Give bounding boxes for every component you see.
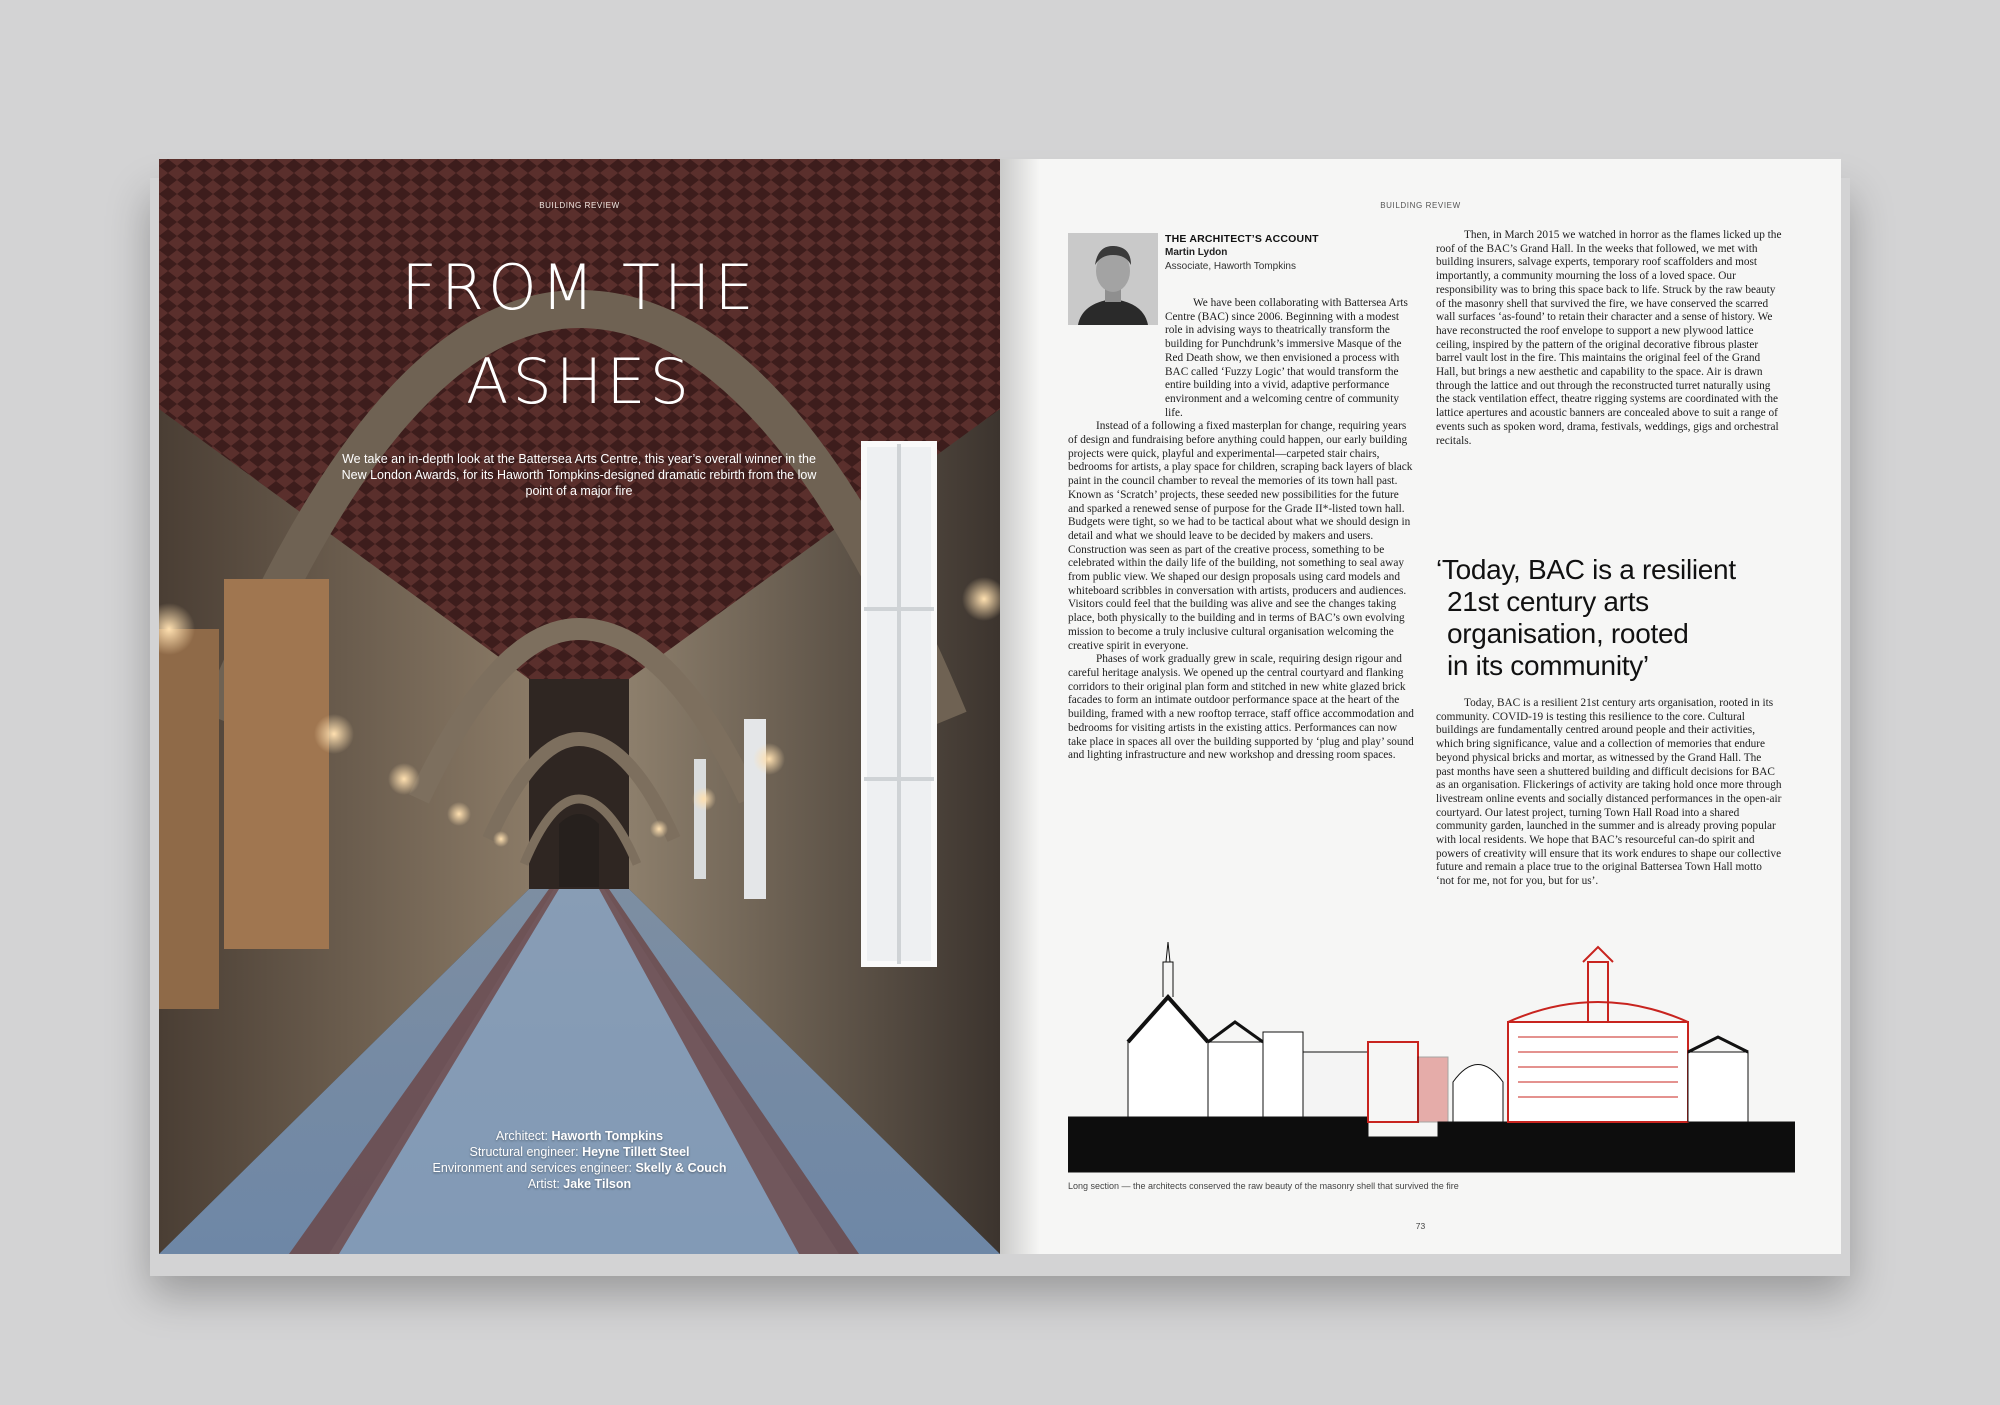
kicker: THE ARCHITECT’S ACCOUNT <box>1165 233 1319 245</box>
long-section-drawing <box>1068 942 1795 1176</box>
body-column-1 <box>1068 297 1416 763</box>
right-section-label: BUILDING REVIEW <box>1380 201 1461 210</box>
pull-quote-line: in its community’ <box>1447 650 1649 681</box>
title-line-2: ASHES <box>466 345 693 418</box>
byline <box>1165 232 1395 274</box>
pull-quote-line: 21st century arts <box>1447 586 1649 617</box>
pull-quote-line: ‘Today, BAC is a resilient <box>1436 554 1736 585</box>
left-page <box>159 159 1000 1254</box>
figure-caption: Long section — the architects conserved the raw beauty of the masonry shell that survived the fire <box>1068 1181 1459 1191</box>
author-role: Associate, Haworth Tompkins <box>1165 261 1296 272</box>
standfirst: We take an in-depth look at the Battersea Arts Centre, this year’s overall winner in the New London Awards, for its Haworth Tompkins-designed dramatic rebirth from the low point of a major fire <box>341 452 817 498</box>
page-number: 73 <box>1415 1221 1426 1231</box>
credit-line: Architect: Haworth Tompkins <box>495 1129 664 1143</box>
title-line-1: FROM THE <box>401 251 758 324</box>
right-page <box>1000 159 1841 1254</box>
left-section-label: BUILDING REVIEW <box>539 201 620 210</box>
credit-line: Structural engineer: Heyne Tillett Steel <box>469 1145 690 1159</box>
author-name: Martin Lydon <box>1165 247 1228 258</box>
body-paragraph: We have been collaborating with Battersea Arts Centre (BAC) since 2006. Beginning with a modest role in advising ways to theatrically transform the building for Punchdrunk’s immersive Masque of the Red Death show, we then envisioned a process with BAC called ‘Fuzzy Logic’ that would transform the entire building into a vivid, adaptive performance environment and a welcoming centre of community life. <box>1165 297 1408 419</box>
body-paragraph: Phases of work gradually grew in scale, requiring design rigour and careful heritage analysis. We opened up the central courtyard and flanking corridors to their original plan form and stitched in new white glazed brick facades to form an intimate outdoor performance space at the heart of the building, framed with a new rooftop terrace, staff office accommodation and bedrooms for visiting artists in the existing attics. Performances can now take place in spaces all over the building supported by ‘plug and play’ sound and lighting infrastructure and new workshop and dressing room spaces. <box>1068 653 1414 762</box>
body-paragraph: Instead of a following a fixed masterplan for change, requiring years of design and fundraising before anything could happen, our early building projects were quick, playful and experimental—carpeted stair chairs, bedrooms for artists, a play space for children, scraping back layers of black paint in the council chamber to reveal the memories of its town hall past. Known as ‘Scratch’ projects, these seeded new possibilities for the future and sparked a renewed sense of purpose for the Grade II*-listed town hall. Budgets were tight, so we had to be tactical about what we should design in detail and what we should leave to be decided by makers and users. Construction was seen as part of the creative process, something to be celebrated within the daily life of the building, not something to seal away from public view. We shaped our design proposals using card models and whiteboard scribbles in conversation with artists, producers and audiences. Visitors could feel that the building was alive and see the changes taking place, both physically to the building and in terms of BAC’s own evolving mission to become a truly inclusive cultural organisation welcoming the creative spirit in everyone. <box>1068 420 1413 652</box>
credit-line: Environment and services engineer: Skelly & Couch <box>432 1161 727 1175</box>
body-paragraph: Then, in March 2015 we watched in horror as the flames licked up the roof of the BAC’s Grand Hall. In the weeks that followed, we met with building insurers, salvage experts, temporary roof scaffolders and most importantly, a community mourning the loss of a loved space. Our responsibility was to bring this space back to life. Struck by the raw beauty of the masonry shell that survived the fire, we have conserved the scarred wall surfaces ‘as-found’ to retain their character and a sense of history. We have reconstructed the roof envelope to support a new plywood lattice ceiling, inspired by the pattern of the original decorative fibrous plaster barrel vault lost in the fire. This maintains the original feel of the Grand Hall, but brings a new aesthetic and capability to the space. Air is drawn through the lattice and out through the reconstructed turret naturally using the stack ventilation effect, theatre rigging systems are coordinated with the lattice apertures and acoustic banners are concealed above to suit a range of events such as spoken word, drama, festivals, weddings, gigs and orchestral recitals. <box>1436 229 1782 447</box>
credits <box>159 1128 1000 1192</box>
pull-quote-line: organisation, rooted <box>1447 618 1689 649</box>
body-paragraph: Today, BAC is a resilient 21st century arts organisation, rooted in its community. COVID-19 is testing this resilience to the core. Cultural buildings are fundamentally centred around people and their activities, which bring significance, value and a collection of memories that endure beyond physical bricks and mortar, as witnessed by the Grand Hall. The past months have seen a shuttered building and difficult decisions for BAC as an organisation. Flickerings of activity are taking hold once more through livestream online events and socially distanced performances in the open-air courtyard. Our latest project, turning Town Hall Road into a shared community garden, launched in the summer and is already proving popular with local residents. We hope that BAC’s resourceful can-do spirit and powers of creativity will ensure that its work endures to shape our collective future and remain a place true to the original Battersea Town Hall motto ‘not for me, not for you, but for us’. <box>1436 697 1782 888</box>
body-column-2 <box>1436 229 1782 448</box>
body-column-3 <box>1436 697 1782 889</box>
pull-quote <box>1436 554 1796 682</box>
credit-line: Artist: Jake Tilson <box>527 1177 632 1191</box>
page-gutter-shadow <box>1000 159 1040 1254</box>
article-title <box>159 241 1000 429</box>
